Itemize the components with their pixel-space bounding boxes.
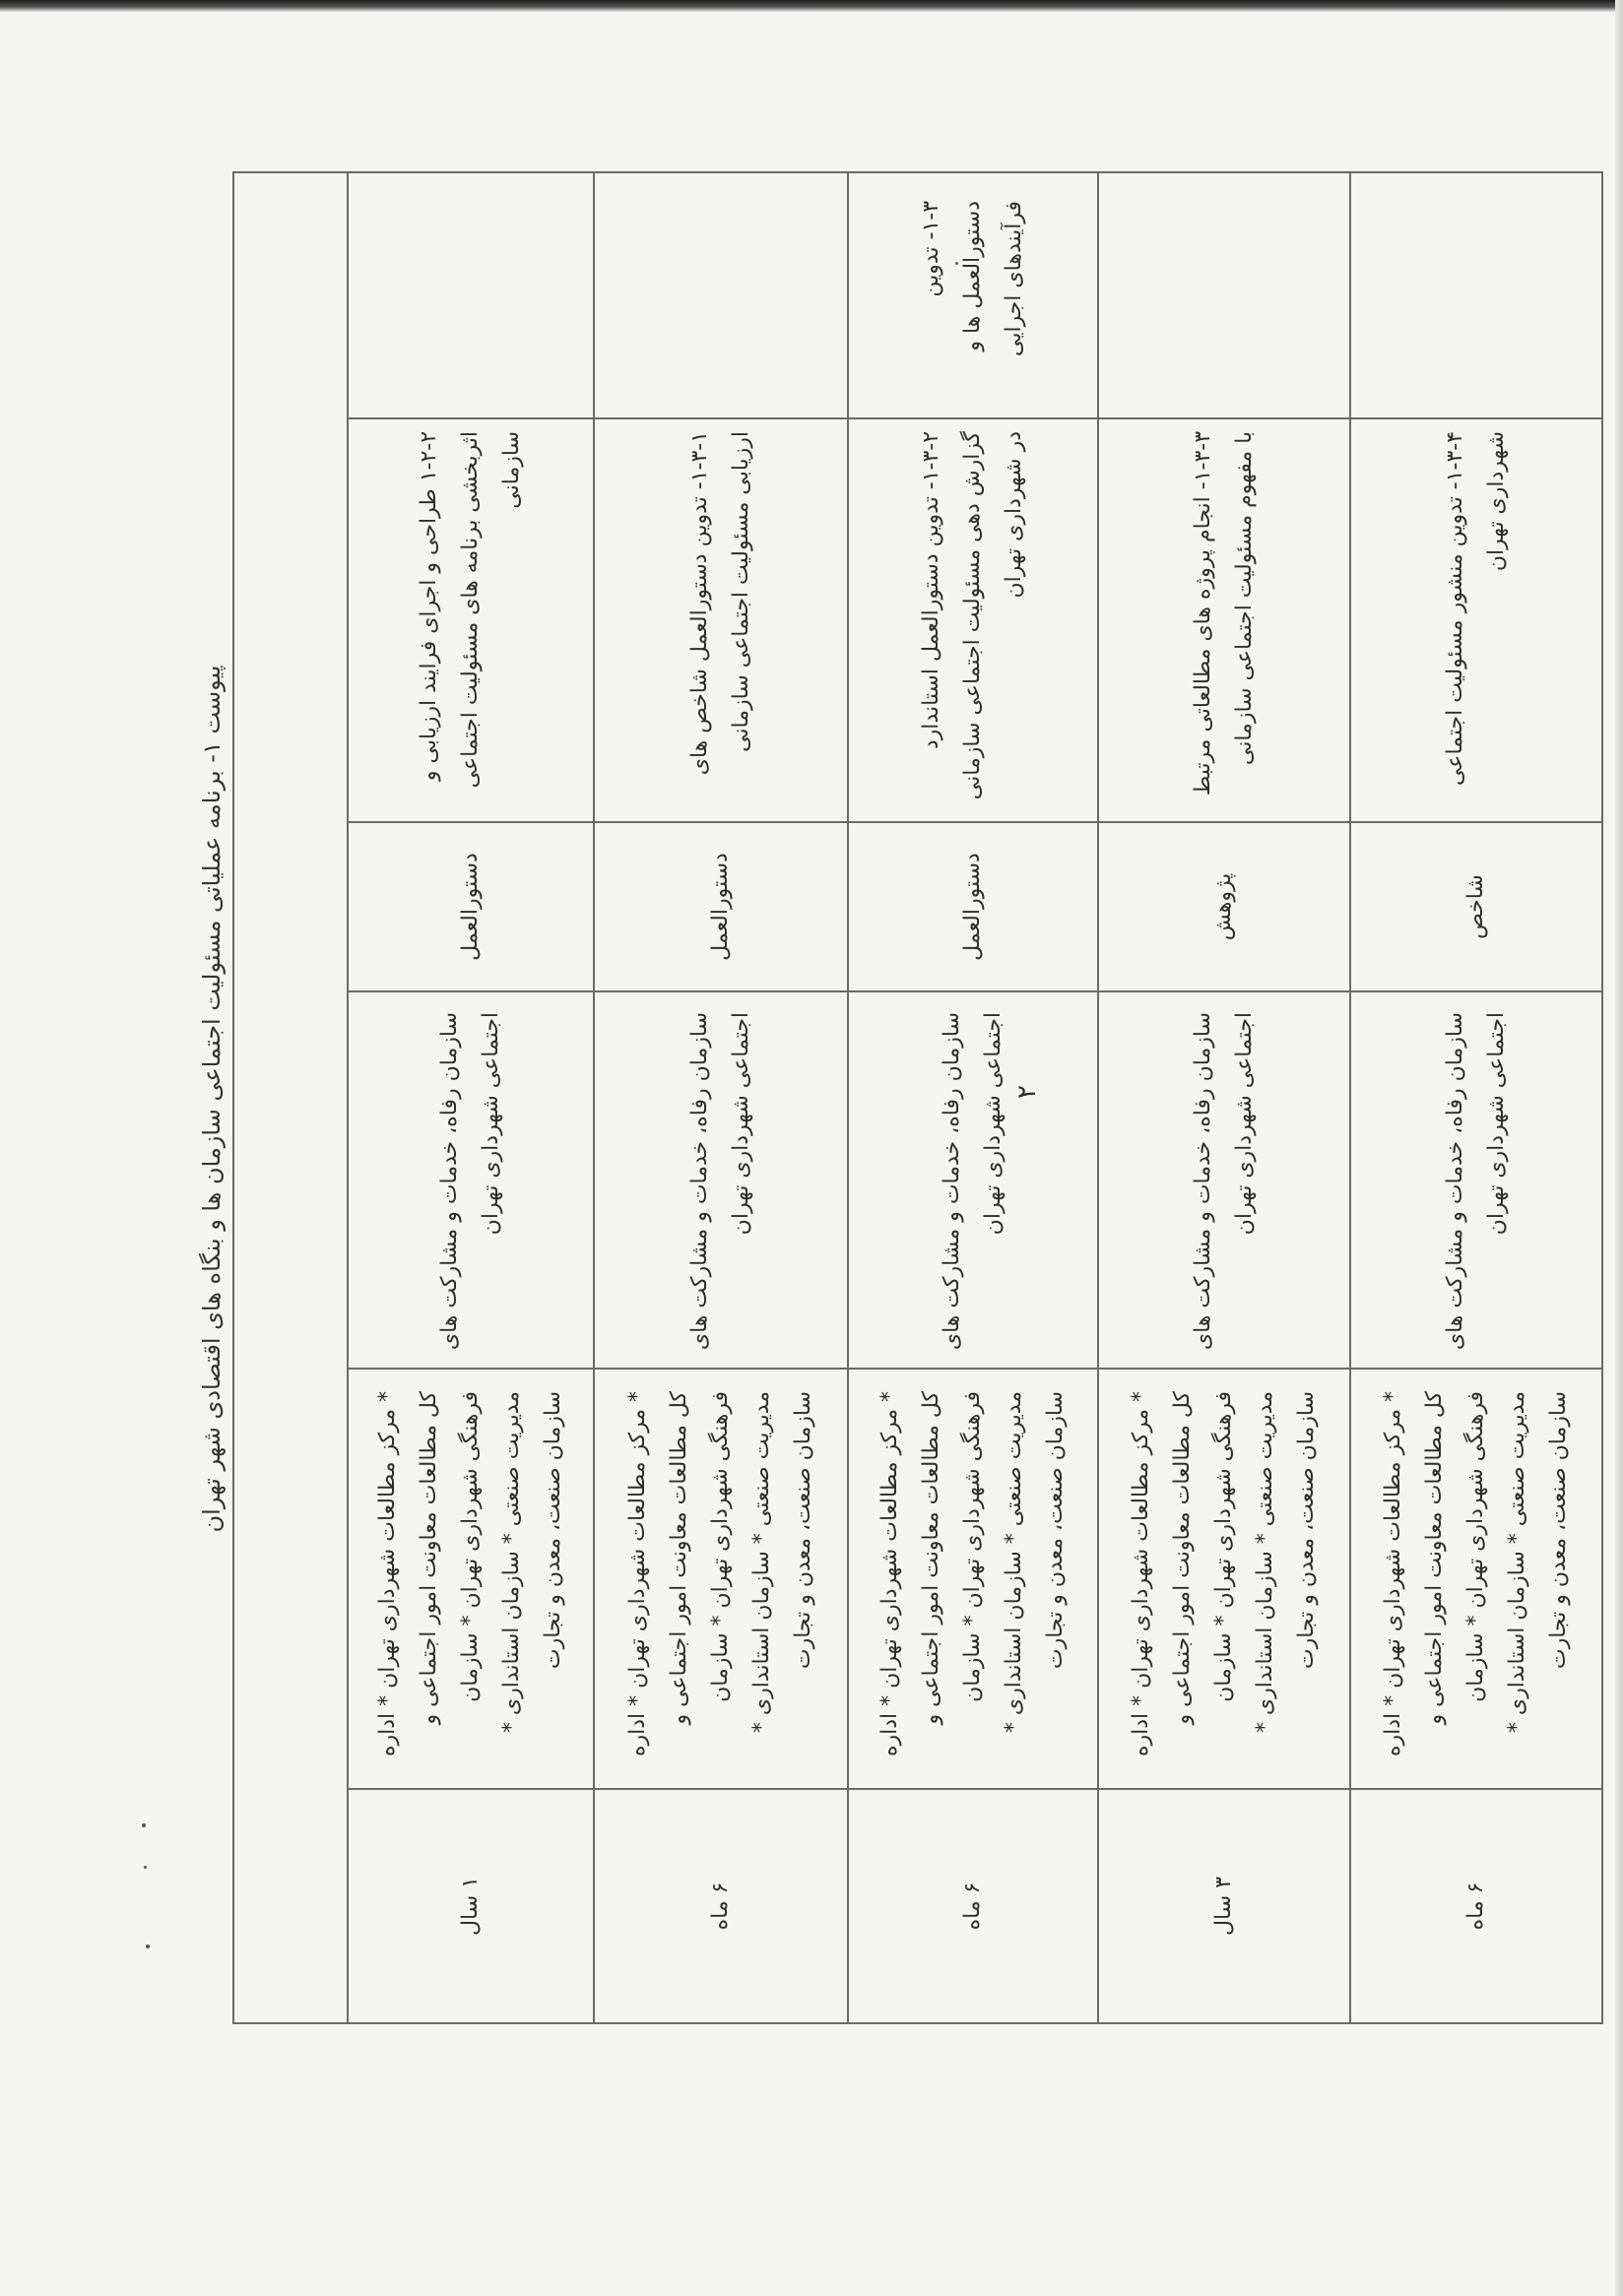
goal-cell: [348, 172, 594, 418]
table-row: [1098, 172, 1350, 2023]
scan-speck: [144, 1866, 147, 1869]
table-row: [1350, 172, 1602, 2023]
type-cell: دستورالعمل: [848, 822, 1098, 991]
unit-cell: سازمان رفاه، خدمات و مشارکت های اجتماعی شهرداری تهران: [1098, 991, 1350, 1369]
action-plan-table: [232, 171, 1603, 2024]
type-cell: شاخص: [1350, 822, 1602, 991]
type-cell: دستورالعمل: [348, 822, 594, 991]
unit-cell: سازمان رفاه، خدمات و مشارکت های اجتماعی شهرداری تهران: [348, 991, 594, 1369]
goal-cell: [1350, 172, 1602, 418]
scan-speck: [146, 1945, 150, 1948]
scan-speck: [142, 1823, 146, 1827]
time-cell: ۶ ماه: [594, 1789, 848, 2023]
rotated-page: [189, 173, 1571, 2024]
action-cell: ۱-۳-۲- تدوین دستورالعمل استاندارد گزارش دهی مسئولیت اجتماعی سازمانی در شهرداری تهران: [848, 418, 1098, 822]
collaborators-cell: * مرکز مطالعات شهرداری تهران * اداره کل مطالعات معاونت امور اجتماعی و فرهنگی شهرداری تهران * سازمان مدیریت صنعتی * سازمان استانداری * سازمان صنعت، معدن و تجارت: [1098, 1369, 1350, 1789]
action-cell: ۱-۳-۱- تدوین دستورالعمل شاخص های ارزیابی مسئولیت اجتماعی سازمانی: [594, 418, 848, 822]
action-cell: ۱-۳-۴- تدوین منشور مسئولیت اجتماعی شهرداری تهران: [1350, 418, 1602, 822]
scan-top-edge: [0, 0, 1623, 12]
time-cell: ۶ ماه: [848, 1789, 1098, 2023]
collaborators-cell: * مرکز مطالعات شهرداری تهران * اداره کل مطالعات معاونت امور اجتماعی و فرهنگی شهرداری تهران * سازمان مدیریت صنعتی * سازمان استانداری * سازمان صنعت، معدن و تجارت: [848, 1369, 1098, 1789]
unit-cell: سازمان رفاه، خدمات و مشارکت های اجتماعی شهرداری تهران: [594, 991, 848, 1369]
collaborators-cell: * مرکز مطالعات شهرداری تهران * اداره کل مطالعات معاونت امور اجتماعی و فرهنگی شهرداری تهران * سازمان مدیریت صنعتی * سازمان استانداری * سازمان صنعت، معدن و تجارت: [1350, 1369, 1602, 1789]
unit-cell: سازمان رفاه، خدمات و مشارکت های اجتماعی شهرداری تهران: [848, 991, 1098, 1369]
table-row: [848, 172, 1098, 2023]
goal-cell: [1098, 172, 1350, 418]
collaborators-cell: * مرکز مطالعات شهرداری تهران * اداره کل مطالعات معاونت امور اجتماعی و فرهنگی شهرداری تهران * سازمان مدیریت صنعتی * سازمان استانداری * سازمان صنعت، معدن و تجارت: [594, 1369, 848, 1789]
unit-cell: سازمان رفاه، خدمات و مشارکت های اجتماعی شهرداری تهران: [1350, 991, 1602, 1369]
goal-cell: [594, 172, 848, 418]
table-row: [348, 172, 594, 2023]
action-cell: ۱-۳-۳- انجام پروژه های مطالعاتی مرتبط با مفهوم مسئولیت اجتماعی سازمانی: [1098, 418, 1350, 822]
table-row: [594, 172, 848, 2023]
page-number: ۲: [1011, 1085, 1042, 1099]
type-cell: دستورالعمل: [594, 822, 848, 991]
time-cell: ۶ ماه: [1350, 1789, 1602, 2023]
collaborators-cell: * مرکز مطالعات شهرداری تهران * اداره کل مطالعات معاونت امور اجتماعی و فرهنگی شهرداری تهران * سازمان مدیریت صنعتی * سازمان استانداری * سازمان صنعت، معدن و تجارت: [348, 1369, 594, 1789]
header-row: [233, 172, 348, 2023]
time-cell: ۳ سال: [1098, 1789, 1350, 2023]
header-cell: [233, 172, 348, 2023]
time-cell: ۱ سال: [348, 1789, 594, 2023]
document-title: پیوست ۱- برنامه عملیاتی مسئولیت اجتماعی سازمان ها و بنگاه های اقتصادی شهر تهران: [198, 665, 226, 1533]
type-cell: پژوهش: [1098, 822, 1350, 991]
goal-cell: ۱-۳- تدوین دستورالعمل ها و فرآیندهای اجرایی: [848, 172, 1098, 418]
action-cell: ۱-۲-۲ طراحی و اجرای فرایند ارزیابی و اثربخشی برنامه های مسئولیت اجتماعی سازمانی: [348, 418, 594, 822]
scan-right-edge: [1615, 0, 1623, 2296]
